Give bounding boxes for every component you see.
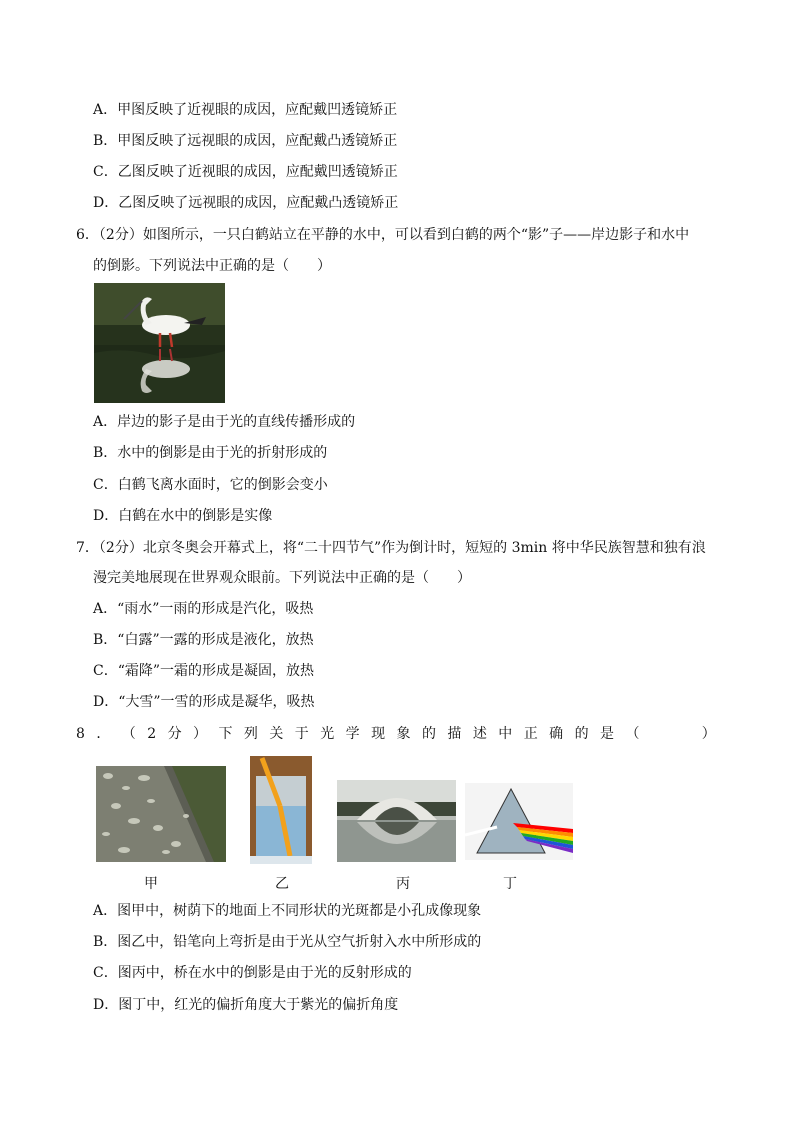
q8-option-a: A．图甲中，树荫下的地面上不同形状的光斑都是小孔成像现象 bbox=[93, 903, 482, 919]
q7-option-b: B．“白露”一露的形成是液化，放热 bbox=[93, 632, 314, 648]
q8-option-b: B．图乙中，铅笔向上弯折是由于光从空气折射入水中所形成的 bbox=[93, 934, 482, 950]
tree-shade-photo bbox=[96, 766, 226, 862]
pencil-in-glass-photo bbox=[250, 756, 312, 864]
q6-option-a: A．岸边的影子是由于光的直线传播形成的 bbox=[93, 414, 356, 430]
q7-option-c: C．“霜降”一霜的形成是凝固，放热 bbox=[93, 663, 315, 679]
q7-stem-line2: 漫完美地展现在世界观众眼前。下列说法中正确的是（ ） bbox=[93, 570, 471, 586]
q7-stem-line1: 7．（2分）北京冬奥会开幕式上，将“二十四节气”作为倒计时，短短的 3min 将中华民族智慧和独有浪 bbox=[76, 540, 706, 556]
q8-stem: 8 ． （ 2 分 ） 下 列 关 于 光 学 现 象 的 描 述 中 正 确 的 是 （ ） bbox=[76, 726, 716, 742]
q5-option-b: B．甲图反映了远视眼的成因，应配戴凸透镜矫正 bbox=[93, 133, 398, 149]
q7-option-a: A．“雨水”一雨的形成是汽化，吸热 bbox=[93, 601, 314, 617]
q7-option-d: D．“大雪”一雪的形成是凝华，吸热 bbox=[93, 694, 315, 710]
caption-ding: 丁 bbox=[503, 876, 517, 892]
q6-option-d: D．白鹤在水中的倒影是实像 bbox=[93, 508, 273, 524]
crane-photo bbox=[94, 283, 225, 403]
prism-dispersion-photo bbox=[465, 783, 573, 860]
caption-bing: 丙 bbox=[396, 876, 410, 892]
q8-option-d: D．图丁中，红光的偏折角度大于紫光的偏折角度 bbox=[93, 997, 399, 1013]
caption-yi: 乙 bbox=[275, 876, 289, 892]
q6-stem-line2: 的倒影。下列说法中正确的是（ ） bbox=[93, 258, 331, 274]
q5-option-c: C．乙图反映了近视眼的成因，应配戴凹透镜矫正 bbox=[93, 164, 398, 180]
q6-option-b: B．水中的倒影是由于光的折射形成的 bbox=[93, 445, 328, 461]
q6-option-c: C．白鹤飞离水面时，它的倒影会变小 bbox=[93, 477, 328, 493]
caption-jia: 甲 bbox=[144, 876, 158, 892]
q5-option-d: D．乙图反映了远视眼的成因，应配戴凸透镜矫正 bbox=[93, 195, 399, 211]
q6-stem-line1: 6．（2分）如图所示，一只白鹤站立在平静的水中，可以看到白鹤的两个“影”子——岸边影子和水中 bbox=[76, 227, 690, 243]
q8-option-c: C．图丙中，桥在水中的倒影是由于光的反射形成的 bbox=[93, 965, 412, 981]
q5-option-a: A．甲图反映了近视眼的成因，应配戴凹透镜矫正 bbox=[93, 102, 398, 118]
bridge-reflection-photo bbox=[337, 780, 456, 862]
